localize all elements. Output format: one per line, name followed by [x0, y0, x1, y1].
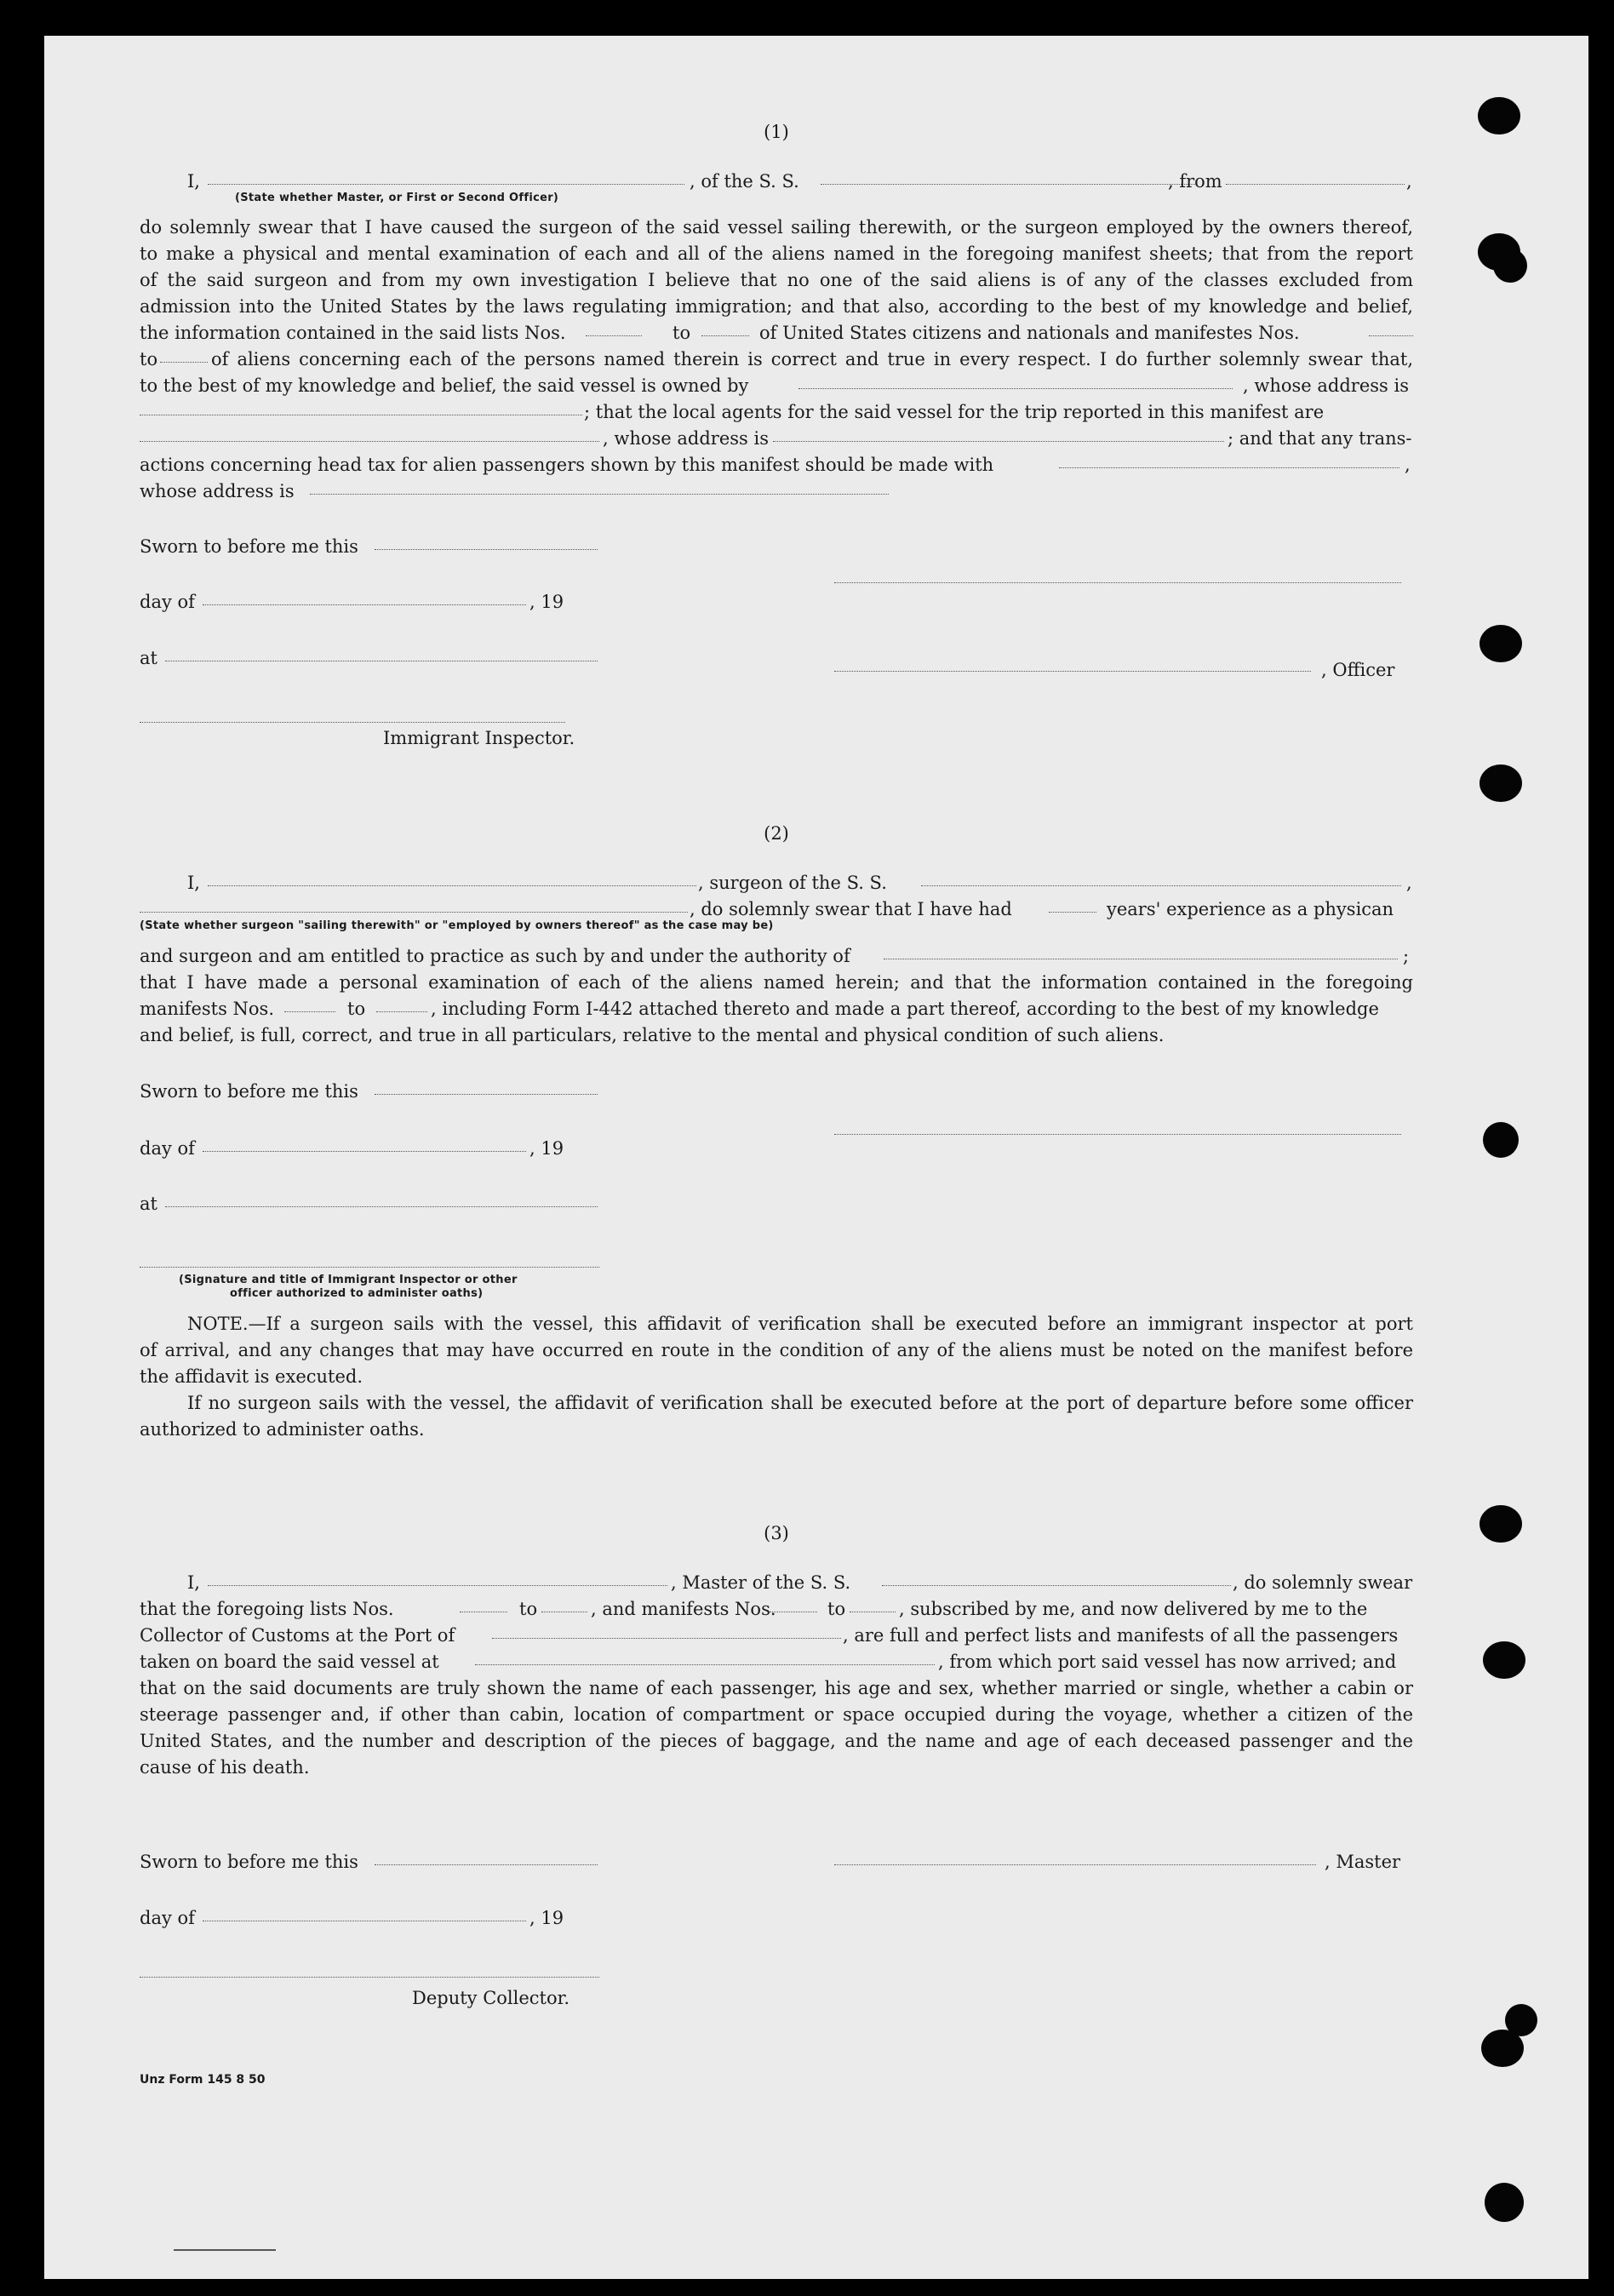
- s2-surgeon-note: (State whether surgeon "sailing therewith" or "employed by owners thereof" as the case may be): [140, 919, 774, 932]
- s1-year: , 19: [529, 592, 564, 612]
- s1-line1: I,: [187, 171, 200, 192]
- s3-deputy: Deputy Collector.: [412, 1988, 570, 2008]
- s1-citizens: of United States citizens and nationals and manifestes Nos.: [759, 323, 1300, 343]
- s1-ship-blank[interactable]: [821, 184, 1195, 185]
- s2-at-blank[interactable]: [165, 1206, 598, 1207]
- s1-lists-from-blank[interactable]: [586, 335, 642, 336]
- s2-line4: that I have made a personal examination of each of the aliens named herein; and that the information contained in the foregoing: [140, 972, 1413, 993]
- s3-deputy-blank[interactable]: [140, 1977, 599, 1978]
- s3-body: that on the said documents are truly shown the name of each passenger, his age and sex, whether married or single, whether a cabin or steerage passenger and, if other than cabin, location of compartment or space occupied during the voyage, whether a citizen of the United States, and the number and description of the pieces of baggage, and the name and age of each deceased passenger and the cause of his death.: [140, 1678, 1413, 1778]
- s2-i: I,: [187, 873, 200, 893]
- s3-year: , 19: [529, 1908, 564, 1928]
- s1-officer-blank[interactable]: [834, 671, 1311, 672]
- s1-day-of: day of: [140, 592, 195, 612]
- s2-line6: and belief, is full, correct, and true in all particulars, relative to the mental and physical condition of such aliens.: [140, 1025, 1165, 1045]
- s1-owned-by: to the best of my knowledge and belief, the said vessel is owned by: [140, 375, 749, 396]
- s3-i: I,: [187, 1572, 200, 1593]
- s2-year: , 19: [529, 1138, 564, 1159]
- punch-hole: [1480, 625, 1522, 662]
- s1-agents-address-blank[interactable]: [773, 441, 1224, 442]
- s3-port-blank[interactable]: [492, 1638, 841, 1639]
- s1-agents-blank[interactable]: [140, 441, 599, 442]
- s1-head-tax-blank[interactable]: [1059, 467, 1399, 468]
- s1-lists-nos: the information contained in the said lists Nos.: [140, 323, 566, 343]
- s1-comma-2: ,: [1405, 455, 1411, 475]
- s2-years-blank[interactable]: [1049, 912, 1096, 913]
- s3-name-blank[interactable]: [208, 1585, 667, 1586]
- form-sheet: [44, 36, 1588, 2279]
- s1-owner-address: , whose address is: [1243, 375, 1409, 396]
- s3-port-at-blank[interactable]: [475, 1664, 935, 1665]
- form-id: Unz Form 145 8 50: [140, 2073, 266, 2087]
- s2-authority: and surgeon and am entitled to practice as such by and under the authority of: [140, 946, 850, 966]
- s3-master-of: , Master of the S. S.: [671, 1572, 851, 1593]
- punch-hole: [1480, 764, 1522, 802]
- s2-signature-blank[interactable]: [834, 1134, 1401, 1135]
- s2-sig-note-2: officer authorized to administer oaths): [230, 1287, 484, 1300]
- s3-manifests-nos: , and manifests Nos.: [591, 1599, 776, 1619]
- s2-manifests-to-blank[interactable]: [376, 1011, 427, 1012]
- punch-hole: [1478, 97, 1520, 135]
- s1-lists-to-blank[interactable]: [701, 335, 749, 336]
- s2-day-of: day of: [140, 1138, 195, 1159]
- s2-sig-note-1: (Signature and title of Immigrant Inspector or other: [179, 1274, 518, 1286]
- s1-to: to: [672, 323, 691, 343]
- s2-surgeon-of: , surgeon of the S. S.: [698, 873, 887, 893]
- s1-to-2: to: [140, 349, 158, 369]
- s3-arrived: , from which port said vessel has now arrived; and: [938, 1652, 1397, 1672]
- s2-years-exp: years' experience as a physican: [1107, 899, 1394, 919]
- s1-name-blank[interactable]: [208, 184, 684, 185]
- s1-at: at: [140, 648, 157, 668]
- s1-agents-address: , whose address is: [603, 428, 769, 449]
- s2-sailing-blank[interactable]: [140, 912, 688, 913]
- s3-ship-blank[interactable]: [882, 1585, 1231, 1586]
- s3-master-blank[interactable]: [834, 1864, 1316, 1865]
- s1-sworn: Sworn to before me this: [140, 536, 358, 557]
- s1-manifests-from-blank[interactable]: [1369, 335, 1413, 336]
- s3-to-2: to: [827, 1599, 846, 1619]
- s1-manifests-to-blank[interactable]: [160, 362, 208, 363]
- s2-note: NOTE.—If a surgeon sails with the vessel, this affidavit of verification shall be executed before an immigrant inspector at port of arrival, and any changes that may have occurred en route in the condition of any of the aliens must be noted on the manifest before the affidavit is executed. If no surgeon sails with the vessel, the affidavit of verification shall be executed before at the port of departure before some officer authorized to administer oaths.: [140, 1314, 1413, 1440]
- s1-inspector-blank[interactable]: [140, 722, 565, 723]
- punch-hole: [1480, 1505, 1522, 1543]
- punch-hole: [1481, 2030, 1524, 2067]
- s1-body: do solemnly swear that I have caused the surgeon of the said vessel sailing therewith, or the surgeon employed by the owners thereof, to make a physical and mental examination of each and all of the aliens named in the foregoing manifest sheets; that from the report of the said surgeon and from my own investigation I believe that no one of the said aliens is of any of the classes excluded from admission into the United States by the laws regulating immigration; and that also, according to the best of my knowledge and belief,: [140, 217, 1413, 317]
- s3-taken-on: taken on board the said vessel at: [140, 1652, 439, 1672]
- s1-whose-address: whose address is: [140, 481, 295, 501]
- s3-collector: Collector of Customs at the Port of: [140, 1625, 455, 1646]
- s3-swear: , do solemnly swear: [1233, 1572, 1413, 1593]
- s1-signature-blank[interactable]: [834, 582, 1401, 583]
- s1-head-tax-address-blank[interactable]: [310, 494, 889, 495]
- s2-to: to: [347, 999, 366, 1019]
- s1-comma: ,: [1406, 171, 1412, 192]
- s2-day-blank[interactable]: [203, 1151, 526, 1152]
- s2-sworn-blank[interactable]: [375, 1094, 598, 1095]
- s1-officer: , Officer: [1321, 660, 1395, 680]
- punch-hole: [1483, 1641, 1525, 1679]
- s3-subscribed: , subscribed by me, and now delivered by me to the: [899, 1599, 1368, 1619]
- s1-officer-note: (State whether Master, or First or Second Officer): [235, 192, 559, 204]
- s2-manifests-nos: manifests Nos.: [140, 999, 275, 1019]
- s3-lists-nos: that the foregoing lists Nos.: [140, 1599, 394, 1619]
- punch-hole: [1485, 2183, 1524, 2222]
- s2-including-form: , including Form I-442 attached thereto and made a part thereof, according to the best of my knowledge: [431, 999, 1379, 1019]
- section-3-number: (3): [764, 1523, 789, 1543]
- s2-semicolon: ;: [1403, 946, 1410, 966]
- s3-to-1: to: [519, 1599, 538, 1619]
- footer-rule: [174, 2249, 276, 2251]
- s3-sworn-blank[interactable]: [375, 1864, 598, 1865]
- s1-from-blank[interactable]: [1226, 184, 1405, 185]
- s2-swear: , do solemnly swear that I have had: [690, 899, 1012, 919]
- s3-sworn: Sworn to before me this: [140, 1852, 358, 1872]
- s1-sworn-blank[interactable]: [375, 549, 598, 550]
- s2-inspector-blank[interactable]: [140, 1267, 599, 1268]
- s1-day-blank[interactable]: [203, 604, 526, 605]
- s1-trans: ; and that any trans-: [1228, 428, 1412, 449]
- s3-day-of: day of: [140, 1908, 195, 1928]
- section-2-number: (2): [764, 823, 789, 844]
- section-1-number: (1): [764, 122, 789, 142]
- s2-name-blank[interactable]: [208, 885, 696, 886]
- s1-aliens: of aliens concerning each of the persons named therein is correct and true in every respect. I do further solemnly swear that,: [211, 349, 1413, 369]
- s2-sworn: Sworn to before me this: [140, 1081, 358, 1102]
- s2-comma: ,: [1406, 873, 1412, 893]
- s2-manifests-from-blank[interactable]: [284, 1011, 335, 1012]
- s3-master: , Master: [1325, 1852, 1401, 1872]
- s1-from: , from: [1168, 171, 1222, 192]
- s1-inspector: Immigrant Inspector.: [383, 728, 575, 748]
- punch-hole: [1493, 249, 1527, 283]
- s1-local-agents: ; that the local agents for the said vessel for the trip reported in this manifest are: [584, 402, 1325, 422]
- s1-of-ss: , of the S. S.: [690, 171, 799, 192]
- s3-full-lists: , are full and perfect lists and manifests of all the passengers: [843, 1625, 1399, 1646]
- punch-hole: [1483, 1122, 1519, 1158]
- s2-at: at: [140, 1194, 157, 1214]
- s2-ship-blank[interactable]: [921, 885, 1401, 886]
- s1-head-tax: actions concerning head tax for alien passengers shown by this manifest should be made with: [140, 455, 994, 475]
- s1-owner-blank[interactable]: [798, 388, 1233, 389]
